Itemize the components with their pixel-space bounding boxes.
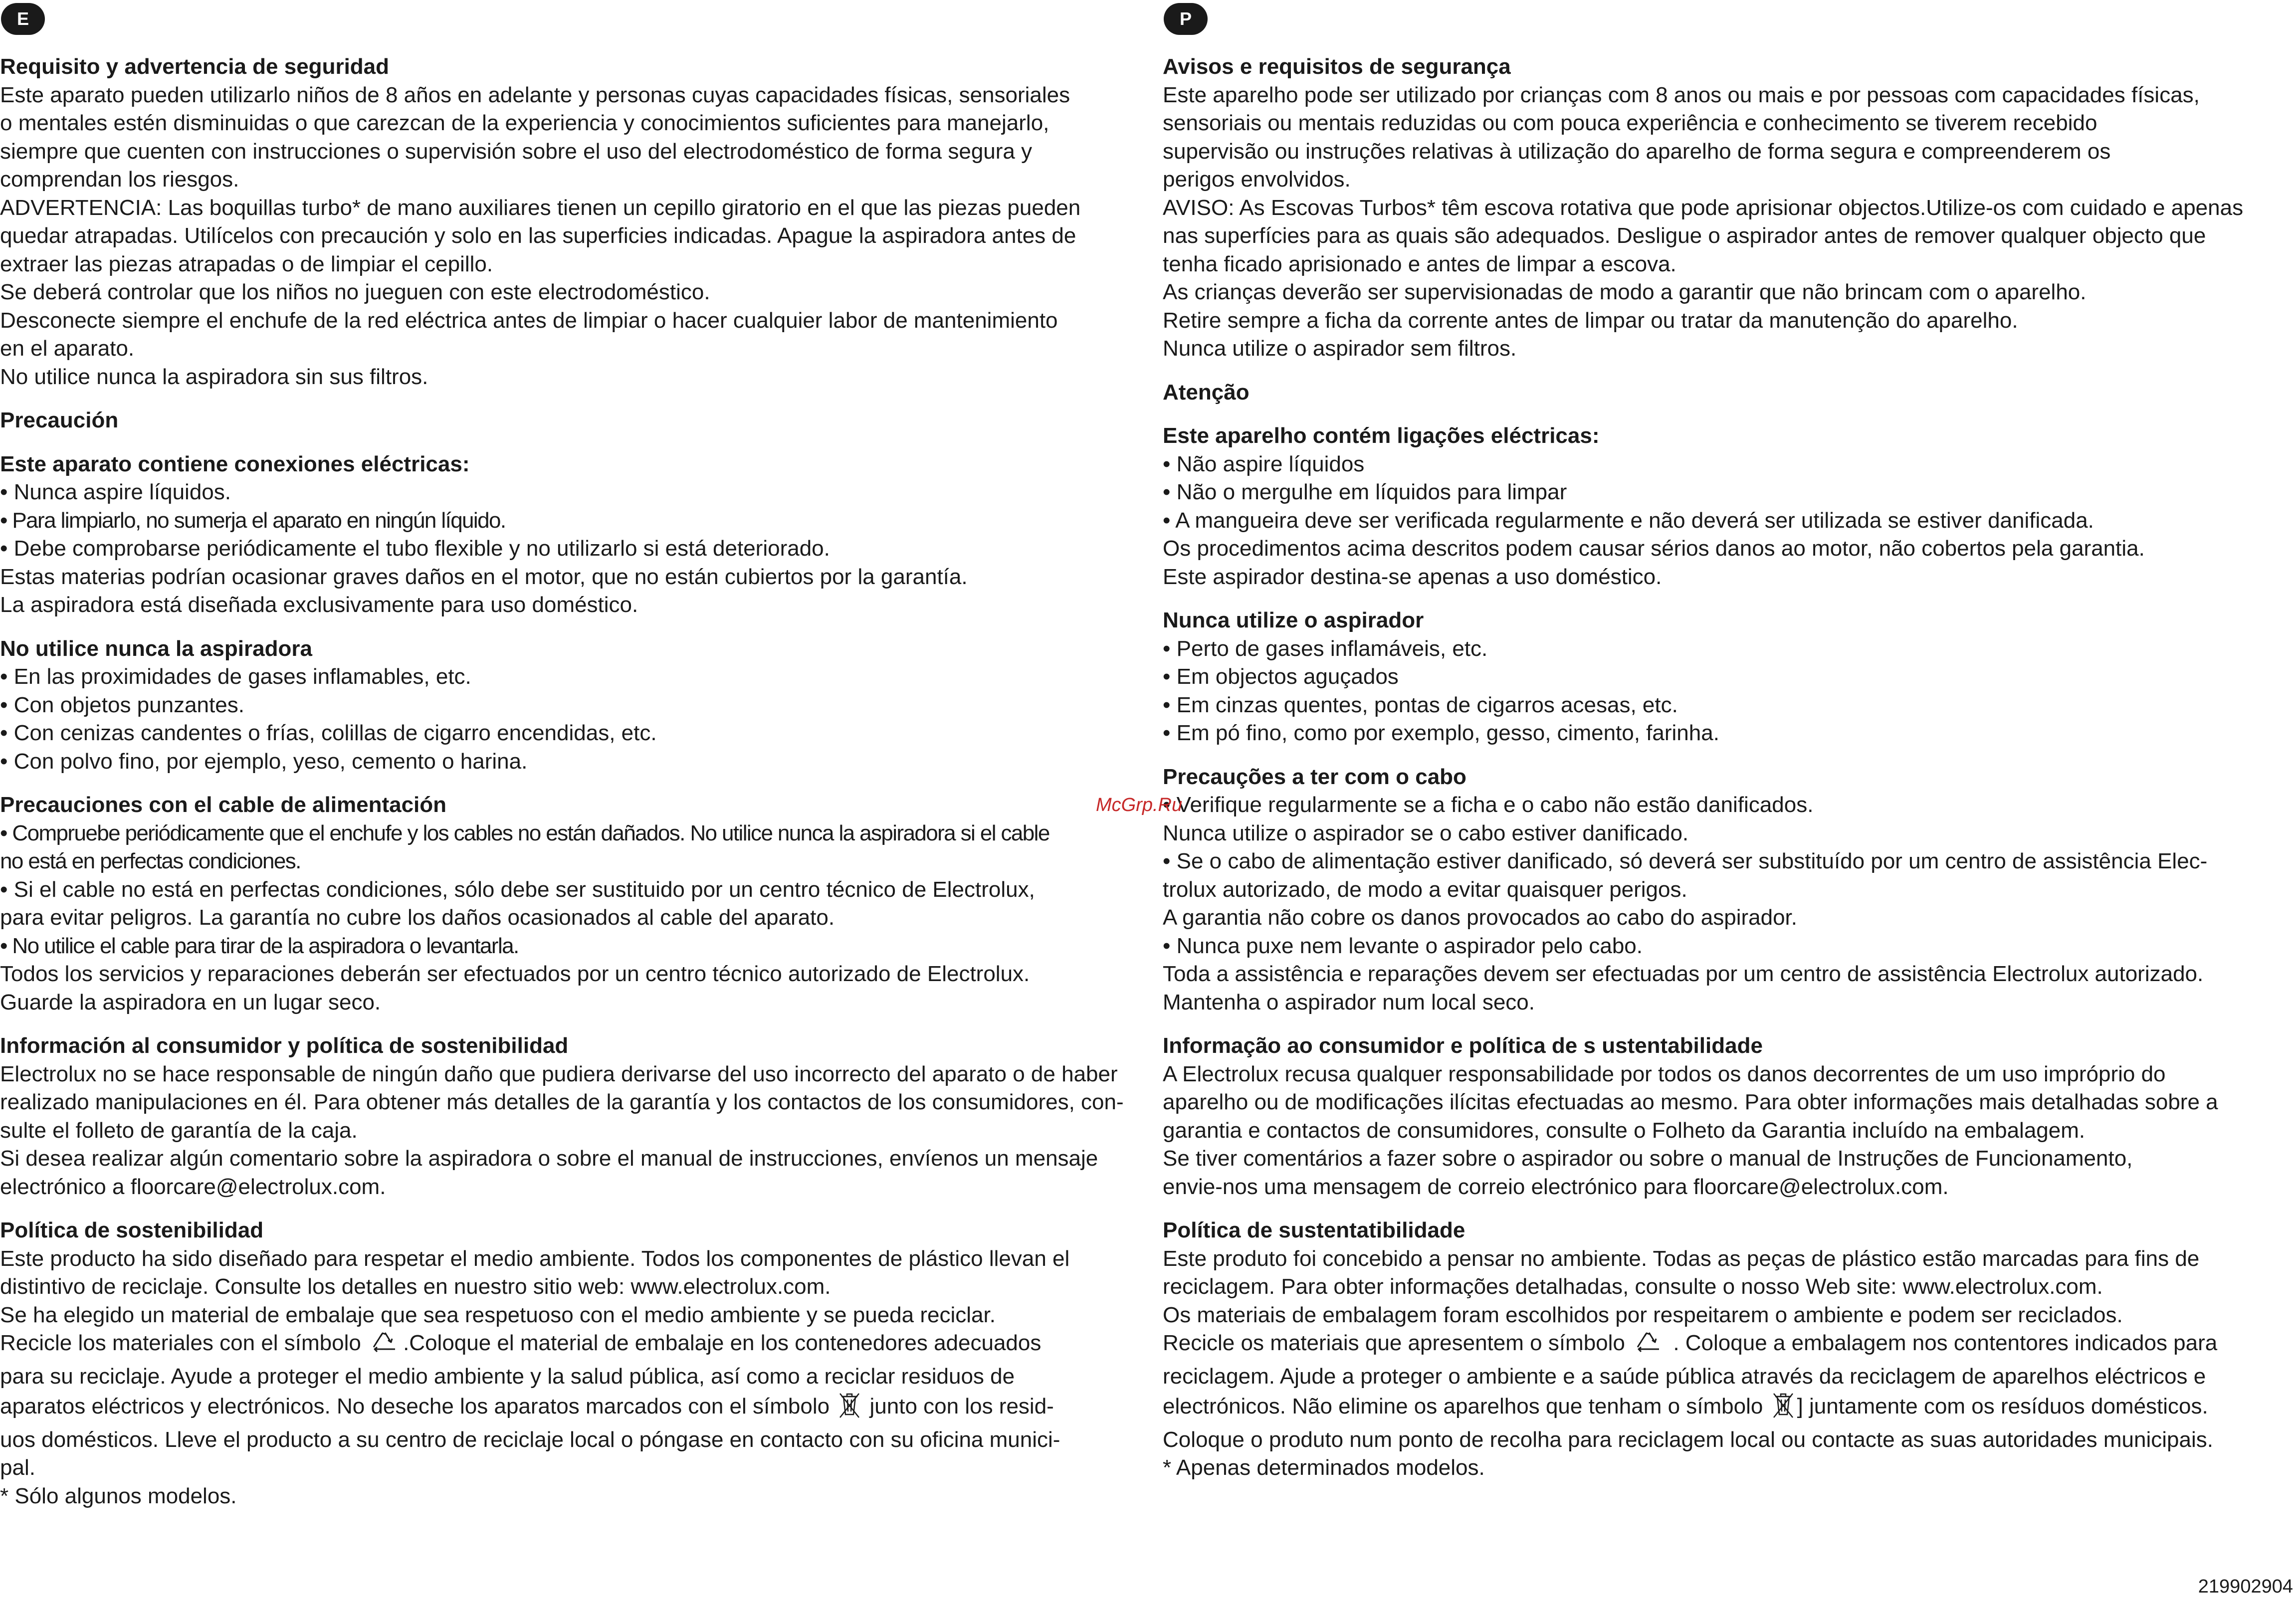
paragraph-line: • No utilice el cable para tirar de la aspiradora o levantarla.	[0, 933, 519, 958]
paragraph-line: Todos los servicios y reparaciones deberán ser efectuados por un centro técnico autorizado de Electrolux.	[0, 962, 1030, 986]
section-heading: Requisito y advertencia de seguridad	[0, 54, 390, 79]
paragraph-line: Toda a assistência e reparações devem ser efectuadas por um centro de assistência Electrolux autorizado.	[1163, 962, 2204, 986]
text-section	[0, 406, 1137, 435]
paragraph-line: para evitar peligros. La garantía no cubre los daños ocasionados al cable del aparato.	[0, 905, 835, 930]
paragraph-line: electrónico a floorcare@electrolux.com.	[0, 1174, 386, 1199]
paragraph-line: aparelho ou de modificações ilícitas efectuadas ao mesmo. Para obter informações mais detalhadas sobre a	[1163, 1090, 2218, 1114]
paragraph-line: • Se o cabo de alimentação estiver danificado, só deverá ser substituído por um centro de assistência Elec-	[1163, 849, 2208, 873]
paragraph-line: garantia e contactos de consumidores, consulte o Folheto da Garantia incluído na embalagem.	[1163, 1118, 2086, 1143]
paragraph-line: • Con polvo fino, por ejemplo, yeso, cemento o harina.	[0, 749, 528, 774]
paragraph-line: • Para limpiarlo, no sumerja el aparato en ningún líquido.	[0, 508, 506, 533]
paragraph-line: A garantia não cobre os danos provocados ao cabo do aspirador.	[1163, 905, 1798, 930]
watermark: McGrp.Ru	[1096, 795, 1183, 815]
section-heading: Atenção	[1163, 380, 1250, 404]
paragraph-line: comprendan los riesgos.	[0, 167, 239, 192]
paragraph-line: Mantenha o aspirador num local seco.	[1163, 990, 1535, 1014]
paragraph-line: nas superfícies para as quais são adequados. Desligue o aspirador antes de remover qualquer objecto que	[1163, 223, 2206, 248]
symbol-line-text: electrónicos. Não elimine os aparelhos que tenham o símbolo	[1163, 1394, 1769, 1418]
paragraph-line: envie-nos uma mensagem de correio electrónico para floorcare@electrolux.com.	[1163, 1174, 1949, 1199]
paragraph-line: Electrolux no se hace responsable de ningún daño que pudiera derivarse del uso incorrecto del aparato o de haber	[0, 1061, 1118, 1086]
symbol-line-text: junto con los resid-	[863, 1394, 1054, 1418]
paragraph-line: pal.	[0, 1455, 35, 1480]
paragraph-line: Coloque o produto num ponto de recolha para reciclagem local ou contacte as suas autoridades municipais.	[1163, 1427, 2213, 1452]
crossed-bin-icon	[1772, 1391, 1794, 1426]
paragraph-line: • Em pó fino, como por exemplo, gesso, cimento, farinha.	[1163, 721, 1719, 745]
recycle-icon	[1634, 1330, 1664, 1363]
symbol-line-text: Recicle os materiais que apresentem o símbolo	[1163, 1331, 1632, 1355]
paragraph-line: extraer las piezas atrapadas o de limpiar el cepillo.	[0, 251, 493, 276]
paragraph-line	[1163, 1329, 2296, 1363]
paragraph-line: Se ha elegido un material de embalaje que sea respetuoso con el medio ambiente y se pueda reciclar.	[0, 1302, 996, 1327]
paragraph-line: distintivo de reciclaje. Consulte los detalles en nuestro sitio web: www.electrolux.com.	[0, 1274, 831, 1299]
paragraph-line: • Compruebe periódicamente que el enchufe y los cables no están dañados. No utilice nunca la aspiradora si el cable	[0, 820, 1049, 845]
paragraph-line: en el aparato.	[0, 336, 135, 361]
section-heading: Información al consumidor y política de sostenibilidad	[0, 1033, 569, 1058]
section-heading: Política de sostenibilidad	[0, 1218, 264, 1242]
text-section	[0, 791, 1137, 1016]
paragraph-line: AVISO: As Escovas Turbos* têm escova rotativa que pode aprisionar objectos.Utilize-os com cuidado e apenas	[1163, 195, 2244, 220]
paragraph-line: reciclagem. Ajude a proteger o ambiente e a saúde pública através da reciclagem de aparelhos eléctricos e	[1163, 1364, 2206, 1389]
paragraph-line: • En las proximidades de gases inflamables, etc.	[0, 664, 471, 689]
paragraph-line	[0, 1329, 1137, 1363]
paragraph-line: Si desea realizar algún comentario sobre la aspiradora o sobre el manual de instrucciones, envíenos un mensaje	[0, 1146, 1098, 1171]
paragraph-line: uos domésticos. Lleve el producto a su centro de reciclaje local o póngase en contacto con su oficina munici-	[0, 1427, 1060, 1452]
text-section	[0, 1032, 1137, 1201]
text-section	[1163, 763, 2296, 1017]
paragraph-line	[0, 1391, 1137, 1426]
paragraph-line: Este produto foi concebido a pensar no ambiente. Todas as peças de plástico estão marcadas para fins de	[1163, 1246, 2200, 1271]
paragraph-line: * Apenas determinados modelos.	[1163, 1455, 1485, 1480]
paragraph-line: Este aparato pueden utilizarlo niños de 8 años en adelante y personas cuyas capacidades físicas, sensoriales	[0, 82, 1070, 107]
paragraph-line: La aspiradora está diseñada exclusivamente para uso doméstico.	[0, 593, 638, 617]
paragraph-line: perigos envolvidos.	[1163, 167, 1351, 192]
paragraph-line: • Debe comprobarse periódicamente el tubo flexible y no utilizarlo si está deteriorado.	[0, 536, 830, 561]
text-section	[1163, 53, 2296, 363]
section-heading: Informação ao consumidor e política de s ustentabilidade	[1163, 1033, 1763, 1058]
paragraph-line: sensoriais ou mentais reduzidas ou com pouca experiência e conhecimento se tiverem recebido	[1163, 111, 2097, 135]
crossed-bin-icon	[838, 1391, 860, 1426]
symbol-line-text: .Coloque el material de embalaje en los contenedores adecuados	[403, 1331, 1042, 1355]
paragraph-line: Este producto ha sido diseñado para respetar el medio ambiente. Todos los componentes de plástico llevan el	[0, 1246, 1070, 1271]
text-section	[0, 635, 1137, 776]
text-section	[0, 53, 1137, 391]
symbol-line-text: ] juntamente com os resíduos domésticos.	[1797, 1394, 2208, 1418]
symbol-line-text: . Coloque a embalagem nos contentores indicados para	[1667, 1331, 2218, 1355]
column-portuguese	[1163, 0, 2296, 1571]
text-section	[1163, 1216, 2296, 1482]
paragraph-line: supervisão ou instruções relativas à utilização do aparelho de forma segura e compreenderem os	[1163, 139, 2111, 164]
paragraph-line: Guarde la aspiradora en un lugar seco.	[0, 990, 381, 1014]
paragraph-line: Estas materias podrían ocasionar graves daños en el motor, que no están cubiertos por la garantía.	[0, 564, 968, 589]
text-section	[1163, 606, 2296, 748]
paragraph-line: Nunca utilize o aspirador se o cabo estiver danificado.	[1163, 820, 1689, 845]
paragraph-line: siempre que cuenten con instrucciones o supervisión sobre el uso del electrodoméstico de forma segura y	[0, 139, 1033, 164]
paragraph-line: • Em cinzas quentes, pontas de cigarros acesas, etc.	[1163, 692, 1678, 717]
paragraph-line: • Em objectos aguçados	[1163, 664, 1399, 689]
paragraph-line: quedar atrapadas. Utilícelos con precaución y solo en las superficies indicadas. Apague la aspiradora antes de	[0, 223, 1076, 248]
paragraph-line: Este aparelho pode ser utilizado por crianças com 8 anos ou mais e por pessoas com capacidades físicas,	[1163, 82, 2200, 107]
language-badge: E	[1, 3, 45, 35]
paragraph-line: realizado manipulaciones en él. Para obtener más detalles de la garantía y los contactos de los consumidores, con-	[0, 1090, 1124, 1114]
paragraph-line: • Verifique regularmente se a ficha e o cabo não estão danificados.	[1163, 793, 1814, 817]
paragraph-line: Desconecte siempre el enchufe de la red eléctrica antes de limpiar o hacer cualquier labor de mantenimiento	[0, 308, 1058, 333]
section-heading: Avisos e requisitos de segurança	[1163, 54, 1511, 79]
paragraph-line: A Electrolux recusa qualquer responsabilidade por todos os danos decorrentes de um uso impróprio do	[1163, 1061, 2166, 1086]
text-section	[0, 450, 1137, 619]
document-code: 219902904	[2198, 1576, 2293, 1597]
text-section	[1163, 422, 2296, 591]
paragraph-line: Se tiver comentários a fazer sobre o aspirador ou sobre o manual de Instruções de Funcionamento,	[1163, 1146, 2133, 1171]
spanish-text-flow	[0, 53, 1137, 1510]
paragraph-line: No utilice nunca la aspiradora sin sus filtros.	[0, 364, 428, 389]
language-badge: P	[1164, 3, 1208, 35]
paragraph-line: As crianças deverão ser supervisionadas de modo a garantir que não brincam com o aparelho.	[1163, 280, 2087, 304]
paragraph-line: Os materiais de embalagem foram escolhidos por respeitarem o ambiente e podem ser reciclados.	[1163, 1302, 2123, 1327]
paragraph-line: • Si el cable no está en perfectas condiciones, sólo debe ser sustituido por un centro técnico de Electrolux,	[0, 877, 1035, 902]
paragraph-line	[1163, 1391, 2296, 1426]
paragraph-line: no está en perfectas condiciones.	[0, 849, 301, 873]
paragraph-line: sulte el folleto de garantía de la caja.	[0, 1118, 358, 1143]
paragraph-line: • Não aspire líquidos	[1163, 451, 1365, 476]
column-spanish	[0, 0, 1137, 1571]
paragraph-line: • Perto de gases inflamáveis, etc.	[1163, 636, 1488, 661]
paragraph-line: Retire sempre a ficha da corrente antes de limpar ou tratar da manutenção do aparelho.	[1163, 308, 2018, 333]
section-heading: Este aparelho contém ligações eléctricas:	[1163, 423, 1600, 448]
text-section	[0, 1216, 1137, 1510]
paragraph-line: ADVERTENCIA: Las boquillas turbo* de mano auxiliares tienen un cepillo giratorio en el que las piezas pueden	[0, 195, 1081, 220]
paragraph-line: • A mangueira deve ser verificada regularmente e não deverá ser utilizada se estiver danificada.	[1163, 508, 2094, 533]
symbol-line-text: Recicle los materiales con el símbolo	[0, 1331, 368, 1355]
symbol-line-text: aparatos eléctricos y electrónicos. No deseche los aparatos marcados con el símbolo	[0, 1394, 836, 1418]
section-heading: Precauções a ter com o cabo	[1163, 764, 1466, 789]
paragraph-line: Os procedimentos acima descritos podem causar sérios danos ao motor, não cobertos pela garantia.	[1163, 536, 2145, 561]
recycle-icon	[370, 1330, 400, 1363]
paragraph-line: • Não o mergulhe em líquidos para limpar	[1163, 480, 1567, 504]
section-heading: Precauciones con el cable de alimentación	[0, 793, 447, 817]
paragraph-line: Nunca utilize o aspirador sem filtros.	[1163, 336, 1517, 361]
portuguese-text-flow	[1163, 53, 2296, 1482]
section-heading: Este aparato contiene conexiones eléctricas:	[0, 451, 470, 476]
paragraph-line: • Nunca puxe nem levante o aspirador pelo cabo.	[1163, 933, 1643, 958]
paragraph-line: • Con cenizas candentes o frías, colillas de cigarro encendidas, etc.	[0, 721, 657, 745]
section-heading: Política de sustentatibilidade	[1163, 1218, 1465, 1242]
paragraph-line: Se deberá controlar que los niños no jueguen con este electrodoméstico.	[0, 280, 710, 304]
paragraph-line: trolux autorizado, de modo a evitar quaisquer perigos.	[1163, 877, 1687, 902]
paragraph-line: reciclagem. Para obter informações detalhadas, consulte o nosso Web site: www.electrolux.com.	[1163, 1274, 2103, 1299]
text-section	[1163, 379, 2296, 407]
paragraph-line: para su reciclaje. Ayude a proteger el medio ambiente y la salud pública, así como a reciclar residuos de	[0, 1364, 1015, 1389]
paragraph-line: Este aspirador destina-se apenas a uso doméstico.	[1163, 564, 1662, 589]
section-heading: Nunca utilize o aspirador	[1163, 608, 1424, 632]
paragraph-line: o mentales estén disminuidas o que carezcan de la experiencia y conocimientos suficientes para manejarlo,	[0, 111, 1049, 135]
paragraph-line: • Nunca aspire líquidos.	[0, 480, 231, 504]
paragraph-line: * Sólo algunos modelos.	[0, 1483, 237, 1508]
section-heading: No utilice nunca la aspiradora	[0, 636, 312, 661]
section-heading: Precaución	[0, 408, 119, 432]
text-section	[1163, 1032, 2296, 1201]
paragraph-line: • Con objetos punzantes.	[0, 692, 244, 717]
paragraph-line: tenha ficado aprisionado e antes de limpar a escova.	[1163, 251, 1676, 276]
